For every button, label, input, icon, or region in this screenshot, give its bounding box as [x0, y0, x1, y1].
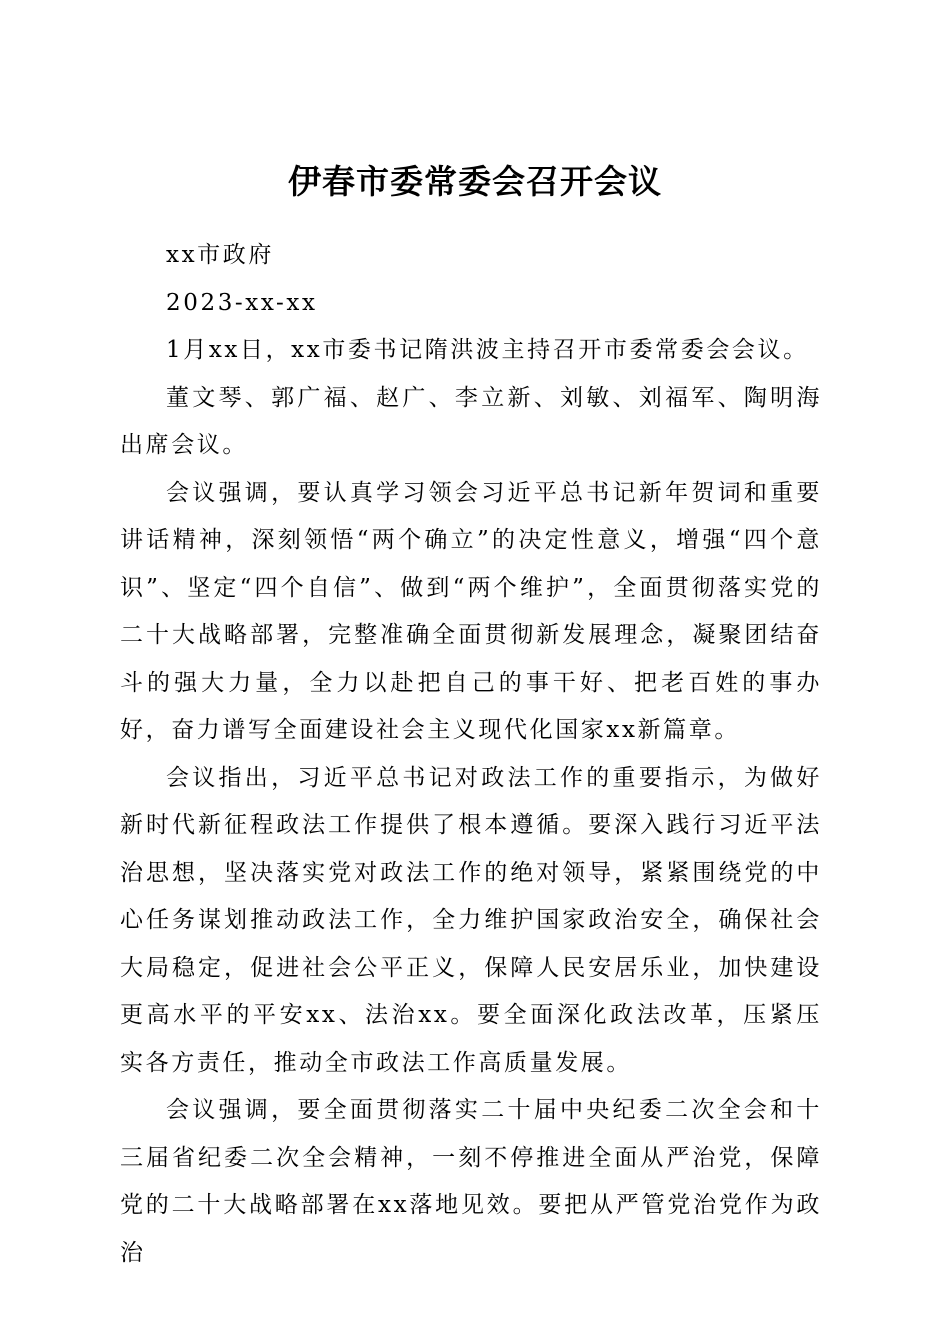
- paragraph: 董文琴、郭广福、赵广、李立新、刘敏、刘福军、陶明海出席会议。: [120, 384, 822, 458]
- document-title: 伊春市委常委会召开会议: [288, 162, 662, 202]
- paragraph: 会议指出，习近平总书记对政法工作的重要指示，为做好新时代新征程政法工作提供了根本遵循。要深入践行习近平法治思想，坚决落实党对政法工作的绝对领导，紧紧围绕党的中心任务谋划推动政法工作，全力维护国家政治安全，确保社会大局稳定，促进社会公平正义，保障人民安居乐业，加快建设更高水平的平安xx、法治xx。要全面深化政法改革，压紧压实各方责任，推动全市政法工作高质量发展。: [120, 764, 822, 1076]
- paragraph: 会议强调，要认真学习领会习近平总书记新年贺词和重要讲话精神，深刻领悟“两个确立”的决定性意义，增强“四个意识”、坚定“四个自信”、做到“两个维护”，全面贯彻落实党的二十大战略部署，完整准确全面贯彻新发展理念，凝聚团结奋斗的强大力量，全力以赴把自己的事干好、把老百姓的事办好，奋力谱写全面建设社会主义现代化国家xx新篇章。: [120, 479, 822, 743]
- date-line: 2023-xx-xx: [166, 289, 318, 316]
- paragraph: 会议强调，要全面贯彻落实二十届中央纪委二次全会和十三届省纪委二次全会精神，一刻不停推进全面从严治党，保障党的二十大战略部署在xx落地见效。要把从严管党治党作为政治: [120, 1097, 822, 1266]
- source-line: xx市政府: [166, 242, 274, 268]
- paragraph: 1月xx日，xx市委书记隋洪波主持召开市委常委会会议。: [166, 337, 809, 363]
- document-body: [120, 232, 822, 1277]
